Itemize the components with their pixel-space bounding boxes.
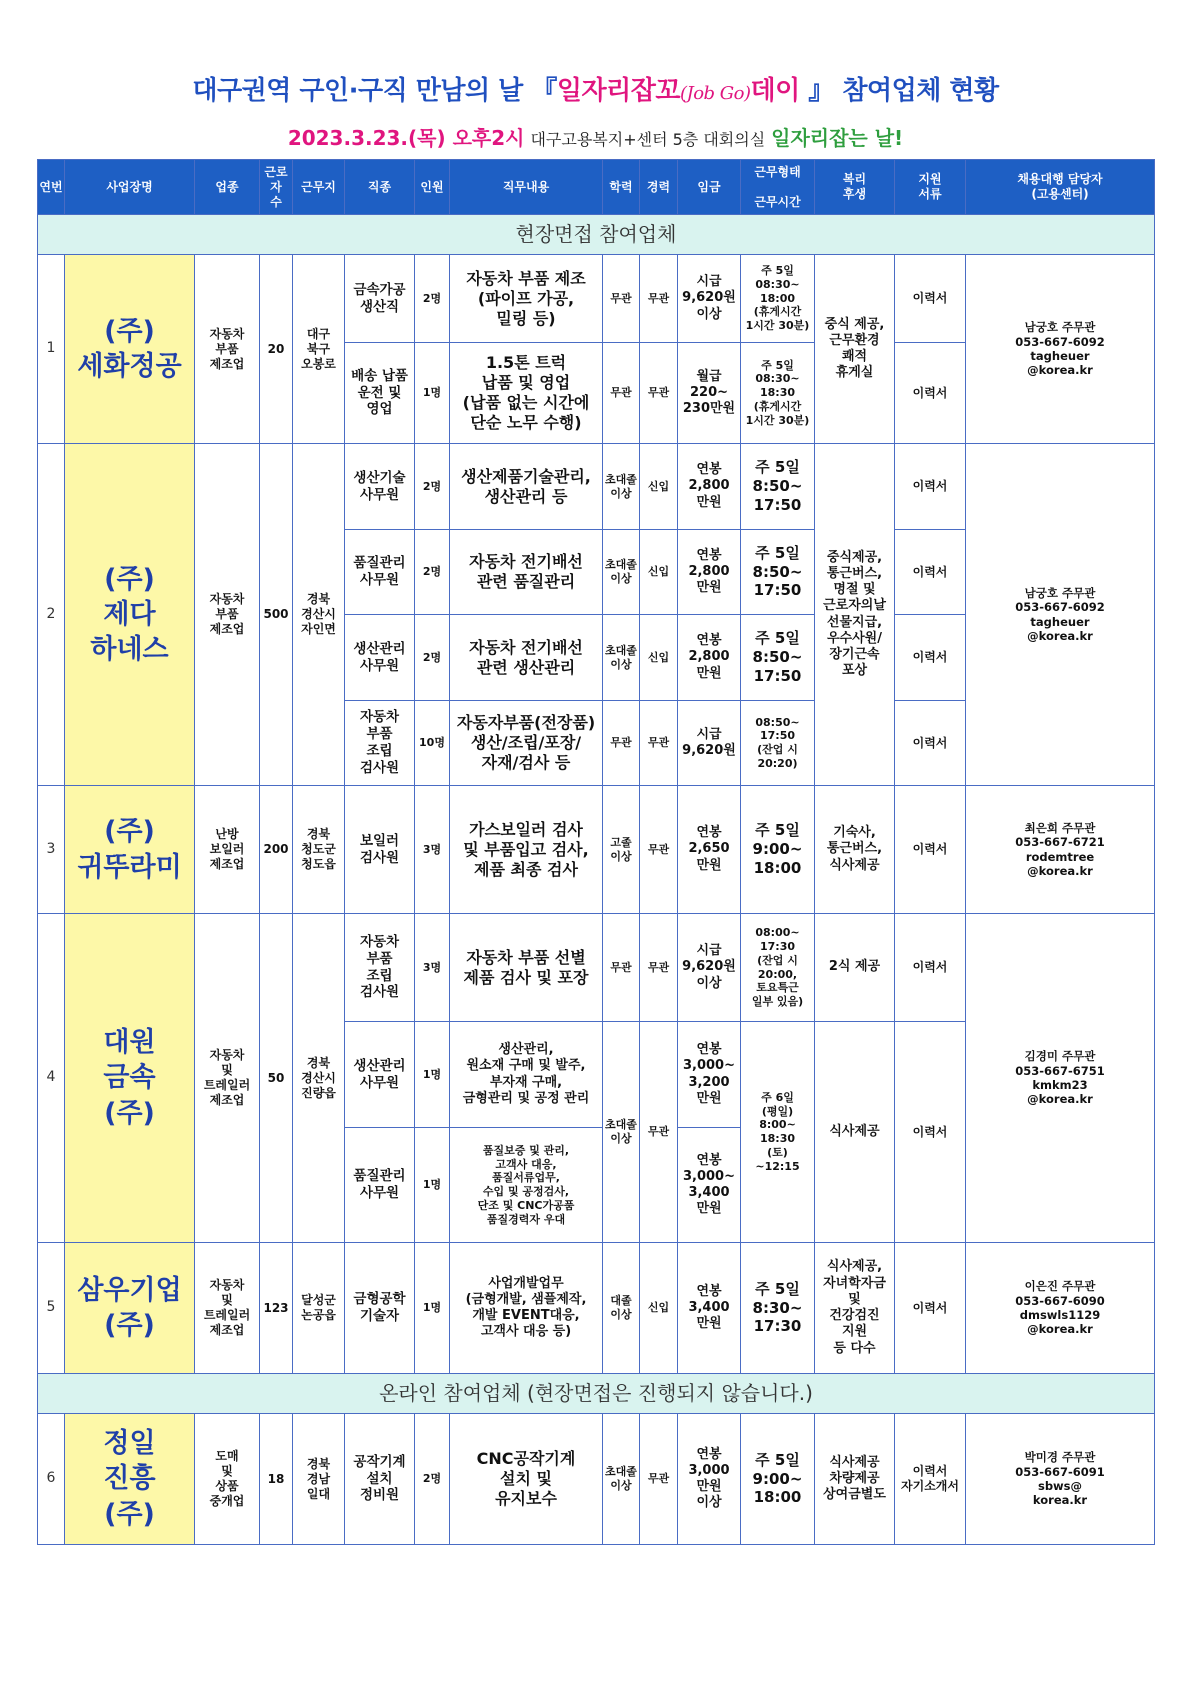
company-name: 정일 진흥 (주) xyxy=(65,1414,195,1545)
section-online: 온라인 참여업체 (현장면접은 진행되지 않습니다.) xyxy=(38,1374,1155,1414)
experience: 무관 xyxy=(640,1414,678,1545)
job-title: 생산기술 사무원 xyxy=(345,444,415,530)
welfare: 중식제공, 통근버스, 명절 및 근로자의날 선물지급, 우수사원/ 장기근속 포상 xyxy=(815,444,895,786)
work-hours: 주 5일 9:00~ 18:00 xyxy=(741,1414,815,1545)
head-count: 2명 xyxy=(415,530,450,615)
workers: 50 xyxy=(260,914,293,1243)
education: 초대졸 이상 xyxy=(603,444,640,530)
work-hours: 주 5일 9:00~ 18:00 xyxy=(741,786,815,914)
location: 경북 청도군 청도읍 xyxy=(293,786,345,914)
pay: 연봉 2,650 만원 xyxy=(678,786,741,914)
head-count: 2명 xyxy=(415,615,450,701)
head-count: 3명 xyxy=(415,786,450,914)
job-title: 품질관리 사무원 xyxy=(345,530,415,615)
job-duty: 생산제품기술관리, 생산관리 등 xyxy=(450,444,603,530)
documents: 이력서 xyxy=(895,530,966,615)
work-hours: 주 5일 08:30~ 18:00 (휴게시간 1시간 30분) xyxy=(741,255,815,343)
education: 무관 xyxy=(603,701,640,786)
row-no: 1 xyxy=(38,255,65,444)
head-count: 2명 xyxy=(415,255,450,343)
job-title: 배송 납품 운전 및 영업 xyxy=(345,343,415,444)
header-edu: 학력 xyxy=(603,160,640,215)
event-subtitle xyxy=(0,122,1191,151)
header-contact: 채용대행 담당자 (고용센터) xyxy=(966,160,1155,215)
job-duty: 자동차 부품 제조 (파이프 가공, 밀링 등) xyxy=(450,255,603,343)
work-hours: 주 6일 (평일) 8:00~ 18:30 (토) ~12:15 xyxy=(741,1022,815,1243)
event-date: 2023.3.23.(목) 오후2시 xyxy=(287,126,525,150)
documents: 이력서 xyxy=(895,343,966,444)
company-name: 대원 금속 (주) xyxy=(65,914,195,1243)
experience: 신입 xyxy=(640,1243,678,1374)
documents: 이력서 xyxy=(895,1022,966,1243)
location: 경북 경남 일대 xyxy=(293,1414,345,1545)
job-duty: 자동차 전기배선 관련 품질관리 xyxy=(450,530,603,615)
job-duty: 사업개발업무 (금형개발, 샘플제작, 개발 EVENT대응, 고객사 대응 등) xyxy=(450,1243,603,1374)
welfare: 식사제공, 자녀학자금 및 건강검진 지원 등 다수 xyxy=(815,1243,895,1374)
experience: 무관 xyxy=(640,701,678,786)
location: 달성군 논공읍 xyxy=(293,1243,345,1374)
location: 경북 경산시 자인면 xyxy=(293,444,345,786)
contact: 남궁호 주무관 053-667-6092 tagheuer @korea.kr xyxy=(966,255,1155,444)
section-onsite: 현장면접 참여업체 xyxy=(38,215,1155,255)
job-duty: CNC공작기계 설치 및 유지보수 xyxy=(450,1414,603,1545)
job-title: 품질관리 사무원 xyxy=(345,1128,415,1243)
job-title: 보일러 검사원 xyxy=(345,786,415,914)
row-no: 3 xyxy=(38,786,65,914)
head-count: 1명 xyxy=(415,1022,450,1128)
industry: 도매 및 상품 중개업 xyxy=(195,1414,260,1545)
table-row xyxy=(38,914,1155,1022)
contact: 이은진 주무관 053-667-6090 dmswls1129 @korea.kr xyxy=(966,1243,1155,1374)
job-title: 금형공학 기술자 xyxy=(345,1243,415,1374)
header-count: 인원 xyxy=(415,160,450,215)
job-title: 생산관리 사무원 xyxy=(345,1022,415,1128)
company-name: (주) 귀뚜라미 xyxy=(65,786,195,914)
contact: 박미경 주무관 053-667-6091 sbws@ korea.kr xyxy=(966,1414,1155,1545)
contact: 최은희 주무관 053-667-6721 rodemtree @korea.kr xyxy=(966,786,1155,914)
page-title: 대구권역 구인·구직 만남의 날 『일자리잡꼬(Job Go)데이 』 참여업체 현황 xyxy=(192,76,999,106)
experience: 무관 xyxy=(640,914,678,1022)
header-industry: 업종 xyxy=(195,160,260,215)
contact: 남궁호 주무관 053-667-6092 tagheuer @korea.kr xyxy=(966,444,1155,786)
work-hours: 주 5일 8:50~ 17:50 xyxy=(741,615,815,701)
pay: 연봉 3,400 만원 xyxy=(678,1243,741,1374)
welfare: 기숙사, 통근버스, 식사제공 xyxy=(815,786,895,914)
workers: 200 xyxy=(260,786,293,914)
industry: 자동차 및 트레일러 제조업 xyxy=(195,1243,260,1374)
table-row xyxy=(38,444,1155,530)
row-no: 5 xyxy=(38,1243,65,1374)
pay: 연봉 2,800 만원 xyxy=(678,444,741,530)
table-row xyxy=(38,1243,1155,1374)
work-hours: 08:50~ 17:50 (잔업 시 20:20) xyxy=(741,701,815,786)
table-row xyxy=(38,255,1155,343)
workers: 20 xyxy=(260,255,293,444)
company-table xyxy=(37,159,1155,1545)
header-job: 직종 xyxy=(345,160,415,215)
welfare: 2식 제공 xyxy=(815,914,895,1022)
header-duty: 직무내용 xyxy=(450,160,603,215)
education: 무관 xyxy=(603,343,640,444)
header-company: 사업장명 xyxy=(65,160,195,215)
head-count: 2명 xyxy=(415,1414,450,1545)
industry: 자동차 부품 제조업 xyxy=(195,444,260,786)
work-hours: 주 5일 8:30~ 17:30 xyxy=(741,1243,815,1374)
pay: 연봉 3,000~ 3,400 만원 xyxy=(678,1128,741,1243)
experience: 신입 xyxy=(640,444,678,530)
table-row xyxy=(38,1414,1155,1545)
event-venue: 대구고용복지+센터 5층 대회의실 xyxy=(530,130,766,149)
job-title: 자동차 부품 조립 검사원 xyxy=(345,701,415,786)
education: 무관 xyxy=(603,914,640,1022)
documents: 이력서 xyxy=(895,255,966,343)
education: 무관 xyxy=(603,255,640,343)
documents: 이력서 xyxy=(895,1243,966,1374)
job-title: 생산관리 사무원 xyxy=(345,615,415,701)
header-hours: 근무형태 근무시간 xyxy=(741,160,815,215)
company-name: 삼우기업 (주) xyxy=(65,1243,195,1374)
pay: 시급 9,620원 이상 xyxy=(678,255,741,343)
header-welfare: 복리 후생 xyxy=(815,160,895,215)
job-title: 금속가공 생산직 xyxy=(345,255,415,343)
row-no: 6 xyxy=(38,1414,65,1545)
job-title: 자동차 부품 조립 검사원 xyxy=(345,914,415,1022)
row-no: 4 xyxy=(38,914,65,1243)
event-slogan: 일자리잡는 날! xyxy=(771,126,904,150)
education: 대졸 이상 xyxy=(603,1243,640,1374)
work-hours: 주 5일 8:50~ 17:50 xyxy=(741,530,815,615)
job-duty: 자동차 부품 선별 제품 검사 및 포장 xyxy=(450,914,603,1022)
head-count: 2명 xyxy=(415,444,450,530)
header-exp: 경력 xyxy=(640,160,678,215)
job-title: 공작기계 설치 정비원 xyxy=(345,1414,415,1545)
documents: 이력서 xyxy=(895,786,966,914)
documents: 이력서 xyxy=(895,615,966,701)
header-pay: 임금 xyxy=(678,160,741,215)
welfare: 식사제공 xyxy=(815,1022,895,1243)
contact: 김경미 주무관 053-667-6751 kmkm23 @korea.kr xyxy=(966,914,1155,1243)
experience: 무관 xyxy=(640,786,678,914)
industry: 자동차 부품 제조업 xyxy=(195,255,260,444)
job-duty: 생산관리, 원소재 구매 및 발주, 부자재 구매, 금형관리 및 공정 관리 xyxy=(450,1022,603,1128)
workers: 18 xyxy=(260,1414,293,1545)
pay: 연봉 3,000~ 3,200 만원 xyxy=(678,1022,741,1128)
experience: 신입 xyxy=(640,615,678,701)
header-docs: 지원 서류 xyxy=(895,160,966,215)
location: 대구 북구 오봉로 xyxy=(293,255,345,444)
company-name: (주) 세화정공 xyxy=(65,255,195,444)
work-hours: 08:00~ 17:30 (잔업 시 20:00, 토요특근 일부 있음) xyxy=(741,914,815,1022)
pay: 연봉 2,800 만원 xyxy=(678,615,741,701)
industry: 난방 보일러 제조업 xyxy=(195,786,260,914)
header-workers: 근로자 수 xyxy=(260,160,293,215)
pay: 월급 220~ 230만원 xyxy=(678,343,741,444)
job-duty: 자동자부품(전장품) 생산/조립/포장/ 자재/검사 등 xyxy=(450,701,603,786)
header-location: 근무지 xyxy=(293,160,345,215)
location: 경북 경산시 진량읍 xyxy=(293,914,345,1243)
job-duty: 품질보증 및 관리, 고객사 대응, 품질서류업무, 수입 및 공정검사, 단조 및 CNC가공품 품질경력자 우대 xyxy=(450,1128,603,1243)
job-duty: 가스보일러 검사 및 부품입고 검사, 제품 최종 검사 xyxy=(450,786,603,914)
row-no: 2 xyxy=(38,444,65,786)
experience: 무관 xyxy=(640,255,678,343)
header-row xyxy=(38,160,1155,215)
pay: 시급 9,620원 이상 xyxy=(678,914,741,1022)
workers: 500 xyxy=(260,444,293,786)
education: 초대졸 이상 xyxy=(603,615,640,701)
documents: 이력서 자기소개서 xyxy=(895,1414,966,1545)
experience: 무관 xyxy=(640,343,678,444)
documents: 이력서 xyxy=(895,914,966,1022)
company-name: (주) 제다 하네스 xyxy=(65,444,195,786)
table-row xyxy=(38,786,1155,914)
workers: 123 xyxy=(260,1243,293,1374)
welfare: 식사제공 차량제공 상여금별도 xyxy=(815,1414,895,1545)
work-hours: 주 5일 08:30~ 18:30 (휴게시간 1시간 30분) xyxy=(741,343,815,444)
documents: 이력서 xyxy=(895,701,966,786)
work-hours: 주 5일 8:50~ 17:50 xyxy=(741,444,815,530)
header-no: 연번 xyxy=(38,160,65,215)
head-count: 1명 xyxy=(415,1243,450,1374)
education: 고졸 이상 xyxy=(603,786,640,914)
education: 초대졸 이상 xyxy=(603,1414,640,1545)
pay: 시급 9,620원 xyxy=(678,701,741,786)
head-count: 10명 xyxy=(415,701,450,786)
education: 초대졸 이상 xyxy=(603,1022,640,1243)
pay: 연봉 2,800 만원 xyxy=(678,530,741,615)
head-count: 3명 xyxy=(415,914,450,1022)
head-count: 1명 xyxy=(415,1128,450,1243)
job-duty: 자동차 전기배선 관련 생산관리 xyxy=(450,615,603,701)
education: 초대졸 이상 xyxy=(603,530,640,615)
pay: 연봉 3,000 만원 이상 xyxy=(678,1414,741,1545)
head-count: 1명 xyxy=(415,343,450,444)
welfare: 중식 제공, 근무환경 쾌적 휴게실 xyxy=(815,255,895,444)
job-duty: 1.5톤 트럭 납품 및 영업 (납품 없는 시간에 단순 노무 수행) xyxy=(450,343,603,444)
documents: 이력서 xyxy=(895,444,966,530)
experience: 무관 xyxy=(640,1022,678,1243)
experience: 신입 xyxy=(640,530,678,615)
industry: 자동차 및 트레일러 제조업 xyxy=(195,914,260,1243)
